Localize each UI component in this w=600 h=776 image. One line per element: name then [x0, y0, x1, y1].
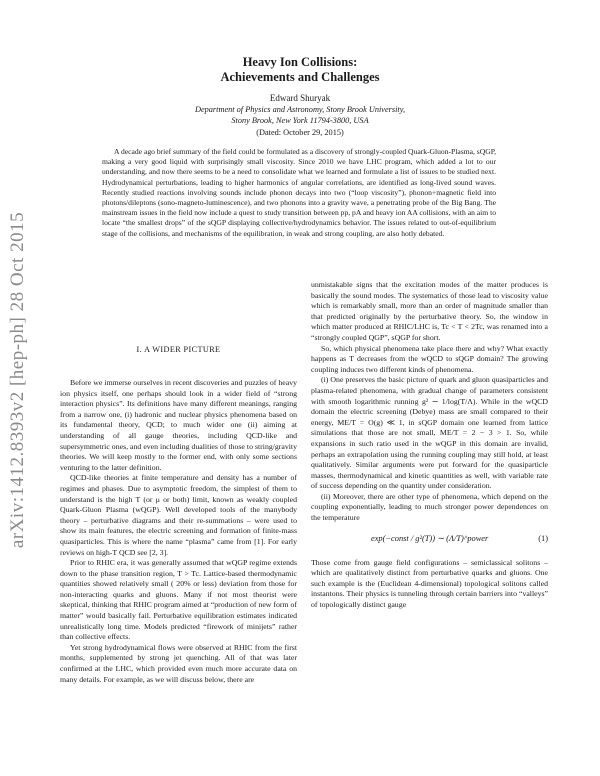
left-column	[60, 378, 297, 685]
affiliation-line-1: Department of Physics and Astronomy, Stony Brook University,	[194, 105, 406, 114]
affiliation	[100, 105, 500, 126]
title-line-2: Achievements and Challenges	[220, 70, 380, 84]
paragraph: (i) One preserves the basic picture of quark and gluon quasiparticles and plasma-related phenomena, with gradual change of parameters consistent with smooth logarithmic running g² ∼ 1/log(T/Λ). While in the wQCD domain the electric screening (Debye) mass are small compared to their energy, ME/T = O(g) ≪ 1, in sQGP domain one learned from lattice simulations that those are not small, ME/T = 2 − 3 > 1. So, while expansions in such ratio used in the wQGP in this domain are invalid, perhaps an extrapolation using the running coupling may still hold, at least qualitatively. Similar arguments were put forward for the quasiparticle masses, thermodynamical and kinetic quantities as well, with variable rate of success depending on the quantity under consideration.	[311, 375, 548, 491]
paper-title	[100, 55, 500, 85]
paragraph: Before we immerse ourselves in recent discoveries and puzzles of heavy ion physics itself, one perhaps should look in a wider field of “strong interaction physics”. Its definitions have many different meanings, ranging from a narrow one, (i) hadronic and nuclear physics phenomena based on its fundamental theory, QCD; to much wider one (ii) aiming at understanding of all gauge theories, including QCD-like and supersymmetric ones, and even including dualities of those to string/gravity theories. We will keep mostly to the former end, with only some sections venturing to the latter definition.	[60, 378, 297, 472]
title-line-1: Heavy Ion Collisions:	[242, 55, 358, 69]
paragraph: So, which physical phenomena take place there and why? What exactly happens as T decreases from the wQCD to sQGP domain? The growing coupling induces two different kinds of phenomena.	[311, 343, 548, 374]
paragraph: QCD-like theories at finite temperature and density has a number of regimes and phases. Due to asymptotic freedom, the simplest of them to understand is the high T (or μ or both) limit, known as weakly coupled Quark-Gluon Plasma (wQGP). Well developed tools of the manybody theory – perturbative diagrams and their re-summations – were used to show its main features, the electric screening and formation of finite-mass quasiparticles. This is where the name “plasma” came from [1]. For early reviews on high-T QCD see [2, 3].	[60, 473, 297, 557]
paragraph: Prior to RHIC era, it was generally assumed that wQGP regime extends down to the phase transition region, T > Tc. Lattice-based thermodynamic quantities showed relatively small ( 20% or less) deviation from those for non-interacting quarks and gluons. Many if not most theorist were skeptical, thinking that RHIC program aimed at “production of new form of matter” would basically fail. Perturbative equilibration estimates indicated unrealistically long time. Models predicted “firework of minijets” rather than collective effects.	[60, 558, 297, 642]
right-column	[311, 280, 548, 611]
equation-number: (1)	[538, 533, 548, 543]
equation-1	[311, 526, 548, 556]
arxiv-identifier: arXiv:1412.8393v2 [hep-ph] 28 Oct 2015	[7, 211, 29, 549]
author-name: Edward Shuryak	[269, 93, 331, 103]
arxiv-stamp	[6, 150, 30, 610]
affiliation-line-2: Stony Brook, New York 11794-3800, USA	[231, 115, 369, 125]
paragraph: unmistakable signs that the excitation modes of the matter produces is basically the sound modes. The systematics of those lead to viscosity value which is remarkably small, more than an order of magnitude smaller than that predicted originally by the perturbative theory. So, the window in which matter produced at RHIC/LHC is, Tc < T < 2Tc, was renamed into a “strongly coupled QGP”, sQGP for short.	[311, 280, 548, 342]
paragraph: Yet strong hydrodynamical flows were observed at RHIC from the first months, supplemented by strong jet quenching. All of that was later confirmed at the LHC, which provided even much more accurate data on many details. For example, as we will discuss below, there are	[60, 642, 297, 684]
date-line: (Dated: October 29, 2015)	[256, 128, 344, 137]
equation-body: exp(−const / g²(T)) ∼ (Λ/T)^power	[371, 533, 489, 543]
section-heading: I. A WIDER PICTURE	[136, 345, 221, 354]
abstract: A decade ago brief summary of the field could be formulated as a discovery of strongly-coupled Quark-Gluon-Plasma, sQGP, making a very good liquid with surprisingly small viscosity. Since 2010 we have LHC program, which added a lot to our understanding, and now there seems to be a need to consolidate what we learned and formulate a list of issues to be studied next. Hydrodynamical perturbations, leading to higher harmonics of angular correlations, are identified as long-lived sound waves. Recently studied reactions involving sounds include phonon decays into two (“loop viscosity”), phonon+magnetic field into photons/dileptons (sono-magneto-luminescence), and two phonons into a gravity wave, a penetrating probe of the Big Bang. The mainstream issues in the field now include a quest to study transition between pp, pA and heavy ion AA collisions, with an aim to locate “the smallest drops” of the sQGP displaying collective/hydrodynamics behavior. The issues related to out-of-equilibrium stage of the collisions, and mechanisms of the equilibration, in weak and strong coupling, are also hotly debated.	[102, 147, 496, 238]
paragraph: (ii) Moreover, there are other type of phenomena, which depend on the coupling exponentially, leading to much stronger power dependences on the temperature	[311, 491, 548, 523]
paragraph: Those come from gauge field configurations – semiclassical solitons – which are qualitatively distinct from perturbative quarks and gluons. One such example is the (Euclidean 4-dimensional) topological solitons called instantons. Their physics is tunneling through certain barriers into “valleys” of topologically distinct gauge	[311, 557, 548, 610]
